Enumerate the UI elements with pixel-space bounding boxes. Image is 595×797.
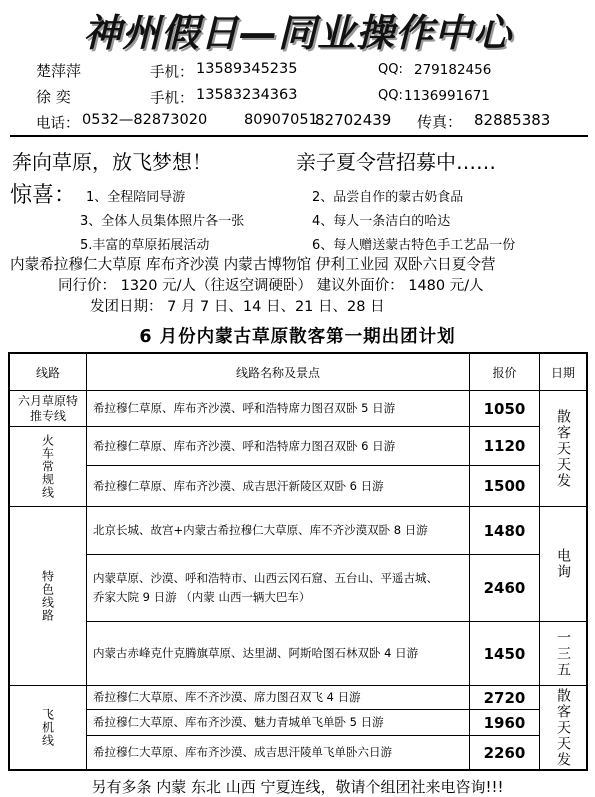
- group-label-june: 六月草原特推专线: [17, 393, 78, 423]
- header-divider: [10, 135, 588, 137]
- camp-departure-line: 发团日期： 7 月 7 日、14 日、21 日、28 日: [90, 299, 385, 315]
- table-row-route: 希拉穆仁草原、库布齐沙漠、呼和浩特席力图召双卧 5 日游: [93, 401, 396, 415]
- camp-price-line: 同行价： 1320 元/人（往返空调硬卧） 建议外面价： 1480 元/人: [58, 278, 484, 294]
- table-row-route: 希拉穆仁大草原、库布齐沙漠、魅力青城单飞单卧 5 日游: [93, 715, 384, 729]
- table-row-price: 1480: [483, 521, 526, 540]
- fax-number: 82885383: [474, 111, 551, 129]
- page-title: 神州假日—同业操作中心: [82, 11, 512, 55]
- table-row-price: 2720: [483, 688, 526, 707]
- surprise-item-3: 3、全体人员集体照片各一张: [80, 214, 245, 229]
- qq-number-2: 1136991671: [404, 88, 490, 104]
- phone-number-3: 82702439: [315, 111, 392, 129]
- contact-name-2: 徐 奕: [36, 88, 71, 106]
- slogan-camp: 亲子夏令营招募中……: [296, 150, 496, 174]
- fax-label: 传真：: [417, 113, 463, 131]
- qq-number-1: 279182456: [414, 62, 492, 78]
- table-row-route: [87, 555, 469, 621]
- mobile-label-1: 手机：: [150, 65, 194, 81]
- table-row-price: 1960: [483, 713, 526, 732]
- group-label-special: 特色线路: [40, 570, 55, 622]
- plan-title: 6 月份内蒙古草原散客第一期出团计划: [139, 327, 456, 347]
- mobile-number-1: 13589345235: [196, 61, 298, 77]
- table-row-price: 1450: [483, 644, 526, 663]
- slogan-main: 奔向草原，放飞梦想！: [12, 150, 212, 174]
- surprise-item-5: 5.丰富的草原拓展活动: [80, 238, 210, 253]
- phone-number-2: 80907051: [244, 112, 318, 128]
- header-route: 线路名称及景点: [235, 365, 320, 380]
- table-row-price: 1120: [483, 437, 526, 455]
- schedule-table: [8, 352, 588, 771]
- date-daily-flight: 散客天天发: [555, 687, 571, 768]
- mobile-label-2: 手机：: [150, 91, 194, 107]
- camp-routes: 内蒙希拉穆仁大草原 库布齐沙漠 内蒙古博物馆 伊利工业园 双卧六日夏令营: [10, 256, 496, 273]
- qq-label-1: QQ:: [378, 62, 403, 77]
- date-inquire: 电询: [555, 548, 571, 580]
- table-row-route: 内蒙古赤峰克什克腾旗草原、达里湖、阿斯哈图石林双卧 4 日游: [93, 646, 419, 660]
- group-label-flight: 飞机线: [40, 708, 55, 747]
- qq-label-2: QQ:: [378, 88, 403, 103]
- table-row-route: 北京长城、故宫+内蒙古希拉穆仁大草原、库不齐沙漠双卧 8 日游: [93, 523, 428, 537]
- surprise-item-4: 4、每人一条洁白的哈达: [312, 214, 451, 229]
- route-line-1: 内蒙草原、沙漠、呼和浩特市、山西云冈石窟、五台山、平遥古城、: [93, 571, 438, 585]
- surprise-item-1: 1、全程陪同导游: [86, 190, 186, 205]
- surprise-item-6: 6、每人赠送蒙古特色手工艺品一份: [312, 238, 516, 253]
- table-row-route: 希拉穆仁草原、库布齐沙漠、呼和浩特席力图召双卧 6 日游: [93, 438, 396, 453]
- phone-number-1: 0532—82873020: [82, 112, 208, 128]
- surprise-item-2: 2、品尝自作的蒙古奶食品: [312, 190, 464, 205]
- header-price: 报价: [492, 365, 517, 380]
- header-date: 日期: [550, 365, 575, 380]
- table-row-price: 2260: [483, 743, 526, 762]
- footer-note: 另有多条 内蒙 东北 山西 宁夏连线，敬请个组团社来电咨询!!!: [91, 778, 504, 796]
- table-row-route: 希拉穆仁大草原、库不齐沙漠、席力图召双飞 4 日游: [93, 690, 361, 704]
- table-row-price: 2460: [483, 579, 526, 597]
- table-row-price: 1500: [483, 477, 526, 495]
- route-line-2: 乔家大院 9 日游 （内蒙 山西一辆大巴车）: [93, 590, 311, 604]
- header-line: 线路: [35, 365, 60, 380]
- contact-name-1: 楚萍萍: [36, 62, 82, 80]
- table-row-route: 希拉穆仁草原、库布齐沙漠、成吉思汗新陵区双卧 6 日游: [93, 478, 384, 493]
- phone-label: 电话：: [36, 116, 80, 132]
- date-daily-train: 散客天天发: [555, 408, 571, 489]
- group-label-train: 火车常规线: [40, 434, 55, 499]
- table-row-route: 希拉穆仁大草原、库布齐沙漠、成吉思汗陵单飞单卧六日游: [93, 745, 392, 759]
- table-row-price: 1050: [483, 399, 526, 418]
- surprise-label: 惊喜：: [10, 183, 77, 208]
- date-mon-wed-fri: 一三五: [555, 629, 571, 678]
- mobile-number-2: 13583234363: [196, 87, 298, 103]
